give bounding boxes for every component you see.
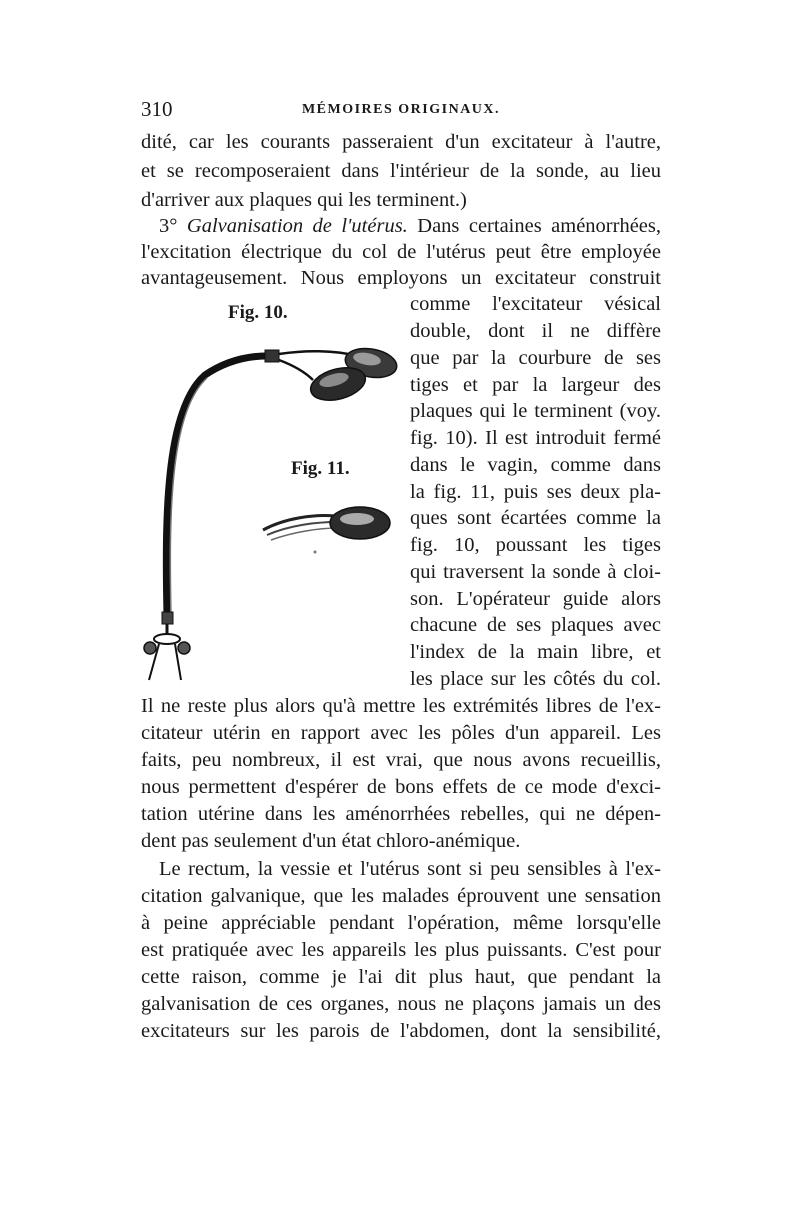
text-line: ques sont écartées comme la <box>410 507 661 529</box>
text-line: que par la courbure de ses <box>410 347 661 369</box>
text-line: à peine appréciable pendant l'opération, même lorsqu'elle <box>141 912 661 934</box>
text-line: avantageusement. Nous employons un excitateur construit <box>141 267 661 289</box>
text-line: tiges et par la largeur des <box>410 374 661 396</box>
text-line: son. L'opérateur guide alors <box>410 588 661 610</box>
text-span: Dans certaines aménorrhées, <box>407 215 662 237</box>
text-line: excitateurs sur les parois de l'abdomen, dont la sensibilité, <box>141 1020 661 1042</box>
text-line: nous permettent d'espérer de bons effets de ce mode d'exci- <box>141 776 661 798</box>
text-line: tation utérine dans les aménorrhées rebelles, qui ne dépen- <box>141 803 661 825</box>
text-line: est pratiquée avec les appareils les plus puissants. C'est pour <box>141 939 661 961</box>
text-line: double, dont il ne diffère <box>410 320 661 342</box>
text-line: faits, peu nombreux, il est vrai, que nous avons recueillis, <box>141 749 661 771</box>
running-title: MÉMOIRES ORIGINAUX. <box>301 102 501 117</box>
section-number: 3° <box>159 215 178 237</box>
page-header <box>141 97 661 125</box>
section-heading-line <box>141 212 661 241</box>
text-line: l'excitation électrique du col de l'utérus peut être employée <box>141 241 661 263</box>
text-line: galvanisation de ces organes, nous ne plaçons jamais un des <box>141 993 661 1015</box>
fig11-label: Fig. 11. <box>291 458 350 479</box>
text-line: chacune de ses plaques avec <box>410 614 661 636</box>
fig11-instrument <box>263 507 390 554</box>
text-line: et se recomposeraient dans l'intérieur de la sonde, au lieu <box>141 160 661 182</box>
text-line: fig. 10). Il est introduit fermé <box>410 427 661 449</box>
section-title: Galvanisation de l'utérus. <box>186 215 408 237</box>
text-line: Le rectum, la vessie et l'utérus sont si peu sensibles à l'ex- <box>159 858 661 880</box>
fig10-label: Fig. 10. <box>228 302 288 323</box>
text-line: qui traversent la sonde à cloi- <box>410 561 661 583</box>
text-line: d'arriver aux plaques qui les terminent.) <box>141 189 467 211</box>
text-line: l'index de la main libre, et <box>410 641 661 663</box>
text-line: citation galvanique, que les malades éprouvent une sensation <box>141 885 661 907</box>
text-line: la fig. 11, puis ses deux pla- <box>410 481 661 503</box>
text-line: plaques qui le terminent (voy. <box>410 400 661 422</box>
text-line: citateur utérin en rapport avec les pôles d'un appareil. Les <box>141 722 661 744</box>
text-line: Il ne reste plus alors qu'à mettre les extrémités libres de l'ex- <box>141 695 661 717</box>
text-line: dité, car les courants passeraient d'un excitateur à l'autre, <box>141 131 661 153</box>
text-line: comme l'excitateur vésical <box>410 293 661 315</box>
text-line: dent pas seulement d'un état chloro-anémique. <box>141 830 521 852</box>
uterine-excitator-illustration <box>135 330 405 690</box>
page-number: 310 <box>141 97 173 121</box>
text-line: les place sur les côtés du col. <box>410 668 661 690</box>
text-line: fig. 10, poussant les tiges <box>410 534 661 556</box>
text-line: cette raison, comme je l'ai dit plus haut, que pendant la <box>141 966 661 988</box>
text-line: dans le vagin, comme dans <box>410 454 661 476</box>
